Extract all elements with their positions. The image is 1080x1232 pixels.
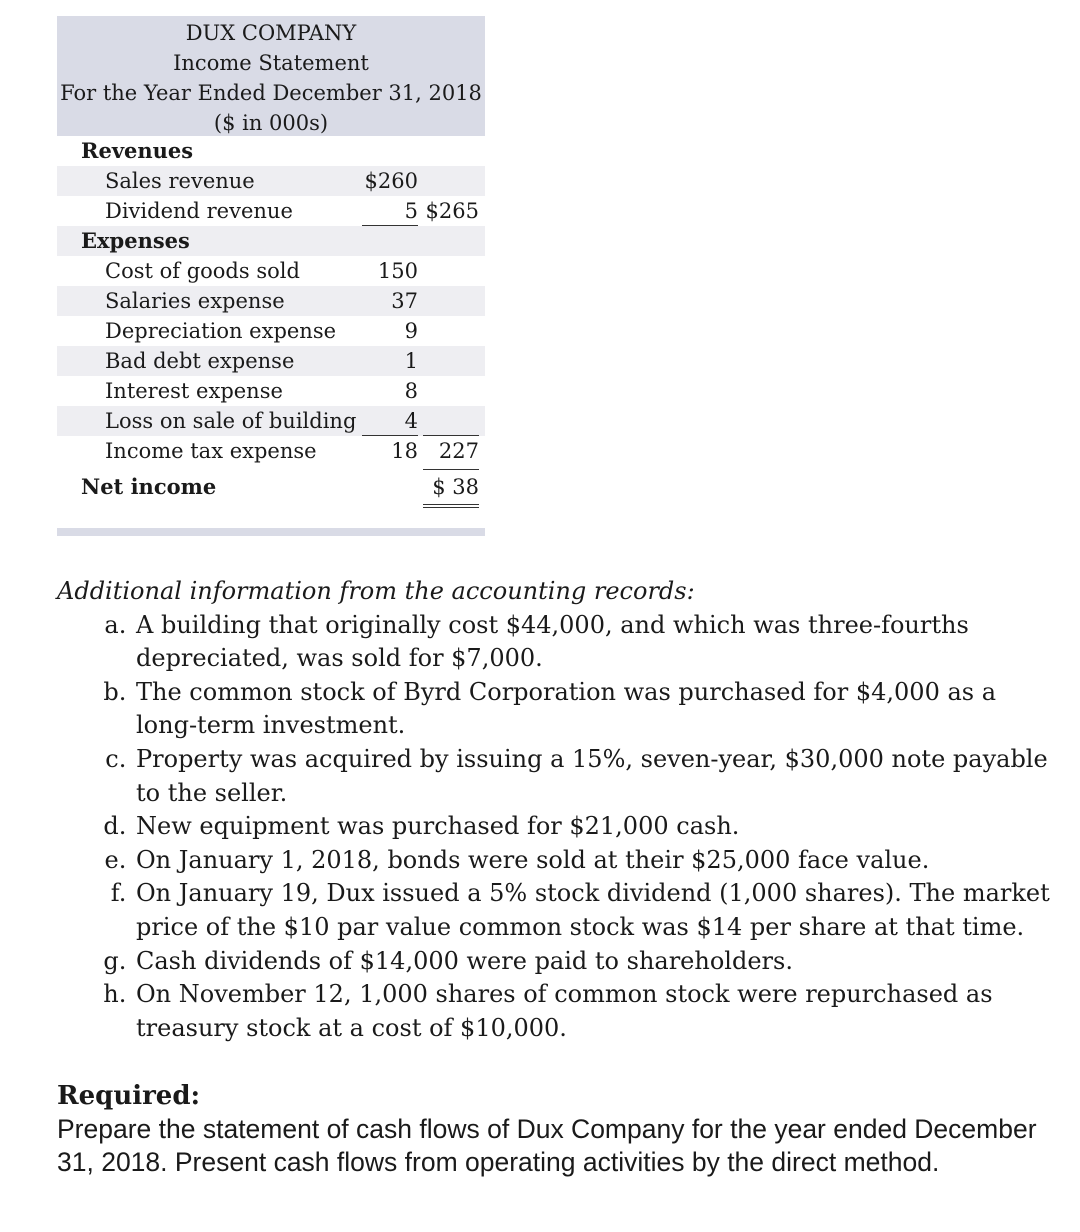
statement-row	[57, 436, 485, 466]
list-item: f. On January 19, Dux issued a 5% stock dividend (1,000 shares). The market price of the $10 par value common stock was $14 per share at that time.	[134, 877, 1057, 944]
row-label: Depreciation expense	[105, 319, 337, 343]
statement-row	[57, 166, 485, 196]
statement-row	[57, 196, 485, 226]
statement-row	[57, 286, 485, 316]
statement-row	[57, 406, 485, 436]
row-label: Dividend revenue	[105, 199, 293, 223]
statement-row	[57, 376, 485, 406]
row-amount: $260	[364, 169, 418, 193]
additional-title: Additional information from the accounting records:	[57, 577, 695, 605]
row-label: Salaries expense	[105, 289, 285, 313]
statement-title: Income Statement	[173, 51, 369, 75]
revenues-heading: Revenues	[81, 138, 194, 163]
list-item: b. The common stock of Byrd Corporation was purchased for $4,000 as a long-term investment.	[134, 676, 1057, 743]
row-label: Cost of goods sold	[105, 259, 300, 283]
row-amount: 150	[377, 259, 418, 283]
row-label: Sales revenue	[105, 169, 255, 193]
list-item: d. New equipment was purchased for $21,000 cash.	[134, 810, 1057, 844]
additional-information	[57, 575, 1057, 1045]
list-item: g. Cash dividends of $14,000 were paid to shareholders.	[134, 945, 1057, 979]
required-text: Prepare the statement of cash flows of Dux Company for the year ended December 31, 2018. Present cash flows from operating activities by the direct method.	[57, 1114, 1037, 1177]
row-label: Bad debt expense	[105, 349, 295, 373]
underline	[362, 435, 418, 436]
expenses-heading-row	[57, 226, 485, 256]
net-income-label: Net income	[81, 474, 217, 499]
row-total: $265	[425, 199, 479, 223]
required-section	[57, 1080, 1067, 1179]
revenues-heading-row	[57, 136, 485, 166]
net-income-row	[57, 472, 485, 502]
statement-row	[57, 316, 485, 346]
statement-row	[57, 346, 485, 376]
double-underline	[423, 507, 479, 508]
row-amount: 4	[404, 409, 418, 433]
row-label: Loss on sale of building	[105, 409, 357, 433]
row-amount: 9	[404, 319, 418, 343]
list-item: c. Property was acquired by issuing a 15%, seven-year, $30,000 note payable to the seller.	[134, 743, 1057, 810]
required-title: Required:	[57, 1081, 201, 1111]
row-amount: 8	[404, 379, 418, 403]
row-total: 227	[438, 439, 479, 463]
additional-list	[57, 609, 1057, 1046]
list-item: a. A building that originally cost $44,000, and which was three-fourths depreciated, was sold for $7,000.	[134, 609, 1057, 676]
list-item: e. On January 1, 2018, bonds were sold at their $25,000 face value.	[134, 844, 1057, 878]
net-income-value: $ 38	[432, 475, 479, 499]
row-amount: 5	[404, 199, 418, 223]
statement-units: ($ in 000s)	[213, 111, 329, 135]
underline	[423, 469, 479, 470]
income-statement	[57, 16, 485, 502]
statement-header	[57, 16, 485, 136]
statement-period: For the Year Ended December 31, 2018	[60, 81, 482, 105]
row-amount: 1	[404, 349, 418, 373]
list-item: h. On November 12, 1,000 shares of common stock were repurchased as treasury stock at a cost of $10,000.	[134, 978, 1057, 1045]
double-underline	[423, 504, 479, 505]
statement-row	[57, 256, 485, 286]
row-amount: 18	[391, 439, 418, 463]
row-label: Interest expense	[105, 379, 283, 403]
expenses-heading: Expenses	[81, 228, 190, 253]
row-amount: 37	[391, 289, 418, 313]
underline	[423, 435, 479, 436]
statement-bottom-bar	[57, 528, 485, 536]
row-label: Income tax expense	[105, 439, 317, 463]
company-name: DUX COMPANY	[185, 21, 357, 45]
